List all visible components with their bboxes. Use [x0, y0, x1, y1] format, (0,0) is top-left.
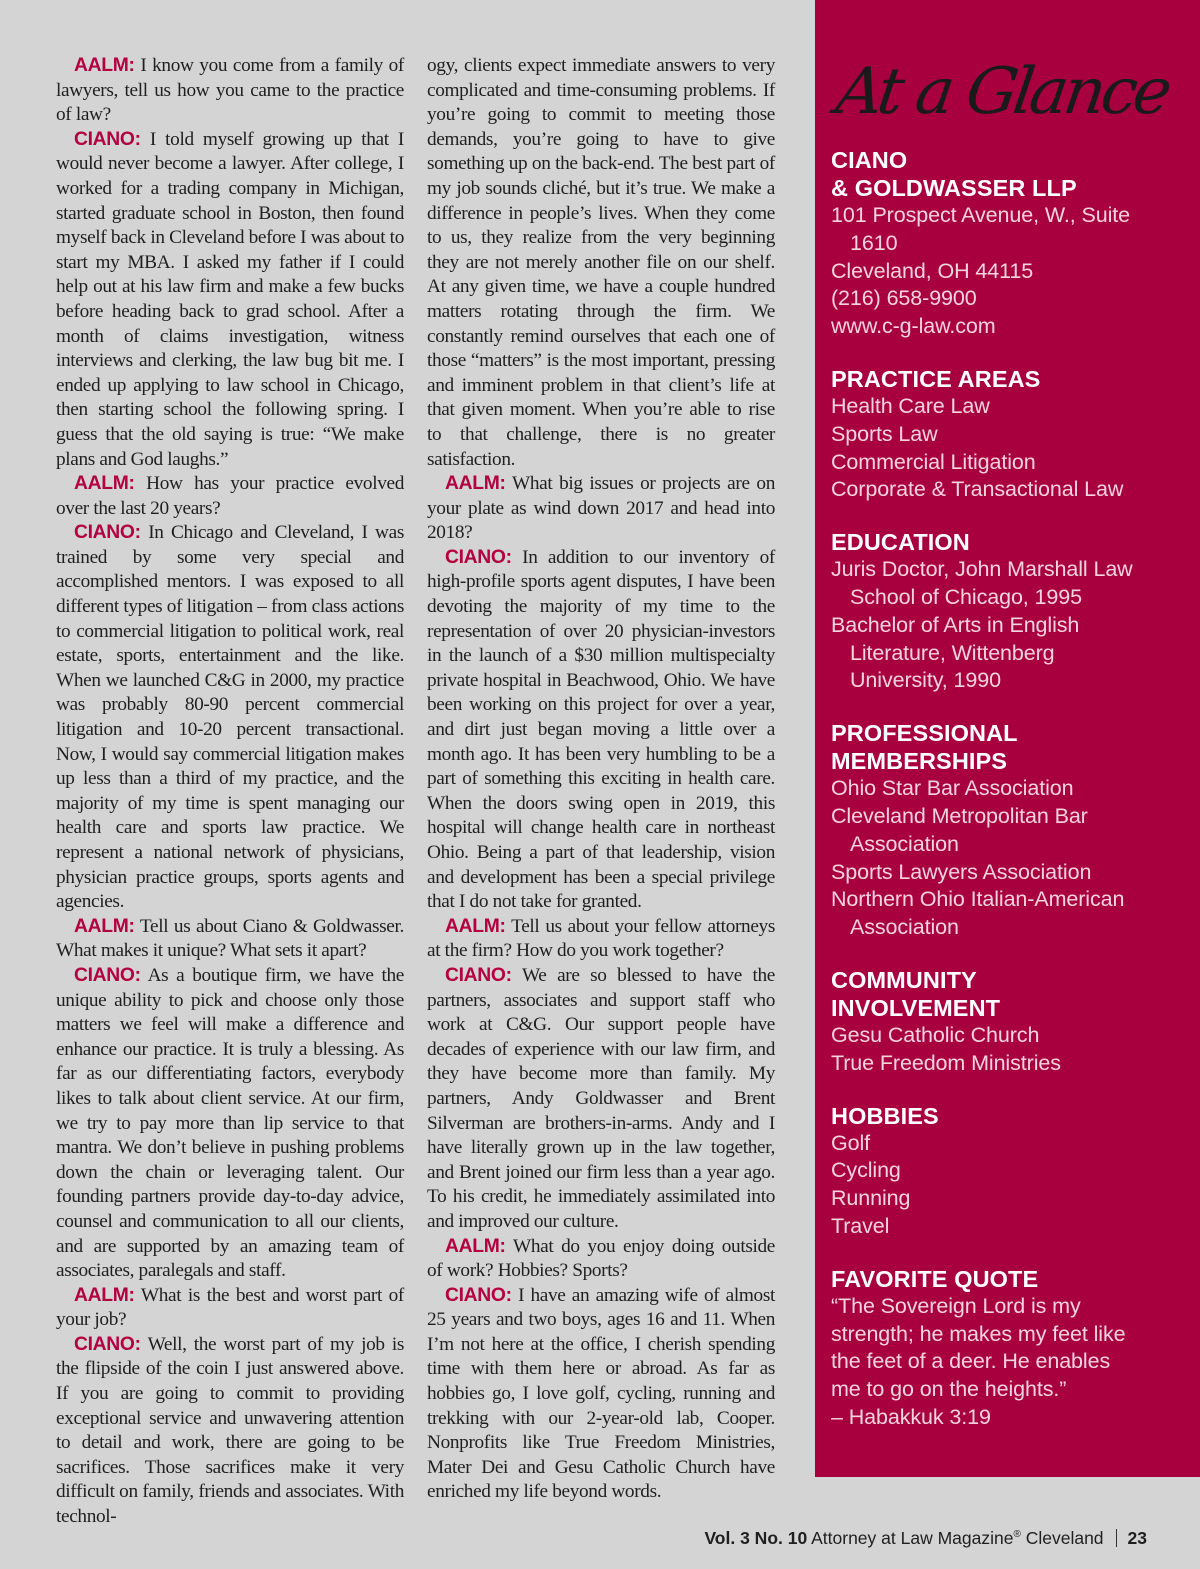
speaker-label: AALM:: [445, 915, 506, 937]
paragraph-text: How has your practice evolved over the last 20 years?: [56, 473, 404, 519]
paragraph-text: We are so blessed to have the partners, associates and support staff who work at C&G. Our support people have decades of experience with our law firm, and they have become more than family. My partners, Andy Goldwasser and Brent Silverman are brothers-in-arms. Andy and I have literally grown up in the law together, and Brent joined our firm less than a year ago. To his credit, he immediately assimilated into and improved our culture.: [427, 964, 775, 1232]
speaker-label: AALM:: [445, 473, 506, 495]
section-line: Travel: [831, 1213, 890, 1238]
section-heading: EDUCATION: [831, 529, 970, 556]
page-footer: [704, 1527, 1147, 1549]
interview-question: [427, 1235, 775, 1284]
sidebar-section: [831, 1265, 1191, 1432]
section-line: Cleveland Metropolitan Bar: [831, 803, 1088, 828]
section-line: www.c-g-law.com: [831, 314, 996, 339]
section-heading: PROFESSIONAL: [831, 720, 1018, 747]
interview-answer: [427, 964, 775, 1235]
sidebar-section: [831, 528, 1191, 695]
section-line: “The Sovereign Lord is my: [831, 1293, 1081, 1318]
paragraph-text: In addition to our inventory of high-profile sports agent disputes, I have been devoting the majority of my time to the representation of over 20 physician-investors in the launch of a $30 million multispecialty private hospital in Beachwood, Ohio. We have been working on this project for over a year, and dirt just began moving a little over a month ago. It has been very humbling to be a part of something this exciting in health care. When the doors swing open in 2019, this hospital will change health care in northeast Ohio. Being a part of that leadership, vision and development has been a special privilege that I do not take for granted.: [427, 546, 775, 913]
speaker-label: AALM:: [74, 55, 135, 76]
sidebar-section: [831, 1102, 1191, 1241]
section-heading: COMMUNITY: [831, 966, 977, 993]
sidebar-section: [831, 719, 1191, 942]
section-line: Juris Doctor, John Marshall Law: [831, 557, 1133, 582]
section-line: Northern Ohio Italian-American: [831, 887, 1125, 912]
interview-answer: [427, 1284, 775, 1505]
section-line: Literature, Wittenberg: [850, 640, 1055, 665]
speaker-label: AALM:: [74, 915, 135, 937]
paragraph-text: I know you come from a family of lawyers, tell us how you came to the practice of law?: [56, 55, 404, 126]
section-line: Sports Law: [831, 421, 938, 446]
sidebar-section: [831, 966, 1191, 1078]
section-line: Running: [831, 1186, 911, 1211]
footer-issue: Vol. 3 No. 10: [704, 1528, 808, 1548]
section-line: me to go on the heights.”: [831, 1377, 1067, 1402]
interview-question: [56, 915, 404, 964]
section-heading: INVOLVEMENT: [831, 994, 1001, 1021]
interview-question: [56, 1284, 404, 1333]
paragraph-text: Tell us about Ciano & Goldwasser. What makes it unique? What sets it apart?: [56, 915, 404, 962]
footer-registered-mark: ®: [1013, 1529, 1021, 1541]
section-heading: FAVORITE QUOTE: [831, 1265, 1039, 1292]
sidebar-title: At a Glance: [831, 55, 1173, 129]
paragraph-continuation: [427, 54, 775, 472]
section-line: Commercial Litigation: [831, 449, 1036, 474]
section-line: School of Chicago, 1995: [850, 584, 1082, 609]
speaker-label: CIANO:: [74, 1333, 141, 1355]
interview-answer: [56, 1333, 404, 1530]
paragraph-text: ogy, clients expect immediate answers to very complicated and time-consuming problems. If you’re going to commit to meeting those demands, you’re going to have to give something up on the back-end. The best part of my job sounds cliché, but it’s true. We make a difference in people’s lives. When they come to us, they realize from the very beginning they are not merely another file on our shelf. At any given time, we have a couple hundred matters rotating through the firm. We constantly remind ourselves that each one of those “matters” is the most important, pressing and imminent problem in that client’s life at that given moment. When you’re able to rise to that challenge, there is no greater satisfaction.: [427, 55, 775, 470]
section-line: 1610: [850, 230, 898, 255]
paragraph-text: Well, the worst part of my job is the flipside of the coin I just answered above. If you are going to commit to providing exceptional service and unwavering attention to detail and work, there are going to be sacrifices. Those sacrifices make it very difficult on family, friends and associates. With technol-: [56, 1333, 404, 1528]
interview-answer: [56, 521, 404, 915]
sidebar-section: [831, 365, 1191, 504]
section-line: Ohio Star Bar Association: [831, 776, 1074, 801]
paragraph-text: As a boutique firm, we have the unique ability to pick and choose only those matters we feel will make a difference and enhance our practice. It is truly a blessing. As far as our differentiating factors, everybody likes to talk about client service. At our firm, we try to pay more than lip service to that mantra. We don’t believe in pushing problems down the chain or leveraging talent. Our founding partners provide day-to-day advice, counsel and communication to all our clients, and are supported by an amazing team of associates, paralegals and staff.: [56, 964, 404, 1282]
at-a-glance-sidebar: [815, 0, 1200, 1477]
section-line: 101 Prospect Avenue, W., Suite: [831, 203, 1130, 227]
section-line: Cleveland, OH 44115: [831, 258, 1034, 283]
interview-question: [427, 472, 775, 546]
interview-question: [427, 915, 775, 964]
speaker-label: CIANO:: [74, 964, 141, 986]
interview-question: [56, 472, 404, 521]
speaker-label: CIANO:: [445, 1284, 512, 1306]
section-line: Gesu Catholic Church: [831, 1022, 1040, 1047]
paragraph-text: What do you enjoy doing outside of work? Hobbies? Sports?: [427, 1235, 775, 1282]
page-number: 23: [1127, 1528, 1147, 1548]
section-line: the feet of a deer. He enables: [831, 1349, 1111, 1374]
section-line: (216) 658-9900: [831, 286, 977, 311]
section-heading: PRACTICE AREAS: [831, 365, 1041, 392]
speaker-label: CIANO:: [445, 546, 512, 568]
section-line: True Freedom Ministries: [831, 1050, 1061, 1075]
paragraph-text: Tell us about your fellow attorneys at the firm? How do you work together?: [427, 915, 775, 962]
section-line: Association: [850, 831, 959, 856]
interview-answer: [56, 964, 404, 1284]
article-column-right: [427, 54, 775, 1505]
speaker-label: AALM:: [74, 473, 135, 495]
section-line: Association: [850, 915, 959, 940]
footer-magazine: Attorney at Law Magazine: [811, 1528, 1014, 1548]
section-heading: CIANO: [831, 147, 908, 173]
section-line: Sports Lawyers Association: [831, 859, 1092, 884]
section-line: Health Care Law: [831, 393, 990, 418]
speaker-label: AALM:: [445, 1235, 506, 1257]
paragraph-text: What is the best and worst part of your job?: [56, 1284, 404, 1331]
paragraph-text: In Chicago and Cleveland, I was trained by some very special and accomplished mentors. I was exposed to all different types of litigation – from class actions to commercial litigation to political work, real estate, sports, entertainment and the like. When we launched C&G in 2000, my practice was probably 80-90 percent commercial litigation and 10-20 percent transactional. Now, I would say commercial litigation makes up less than a third of my practice, and the majority of my time is spent managing our health care and sports law practice. We represent a national network of physicians, physician practice groups, sports agents and agencies.: [56, 522, 404, 913]
section-line: Bachelor of Arts in English: [831, 612, 1080, 637]
interview-answer: [56, 128, 404, 472]
speaker-label: AALM:: [74, 1284, 135, 1306]
sidebar-sections: [831, 146, 1191, 1456]
section-line: Golf: [831, 1130, 871, 1155]
paragraph-text: I told myself growing up that I would never become a lawyer. After college, I worked for a trading company in Michigan, started graduate school in Boston, then found myself back in Cleveland before I was about to start my MBA. I asked my father if I could help out at his law firm and make a few bucks before heading back to grad school. After a month of claims investigation, witness interviews and clerking, the law bug bit me. I ended up applying to law school in Chicago, then starting school the following spring. I guess that the old saying is true: “We make plans and God laughs.”: [56, 128, 404, 470]
interview-question: [56, 54, 404, 128]
article-column-left: [56, 54, 404, 1530]
section-heading: & GOLDWASSER LLP: [831, 175, 1077, 201]
section-line: Cycling: [831, 1158, 901, 1183]
speaker-label: CIANO:: [74, 522, 141, 544]
section-heading: HOBBIES: [831, 1102, 939, 1129]
footer-city: Cleveland: [1025, 1528, 1104, 1548]
section-heading: MEMBERSHIPS: [831, 748, 1008, 775]
section-line: Corporate & Transactional Law: [831, 477, 1124, 502]
sidebar-section: [831, 146, 1191, 341]
interview-answer: [427, 546, 775, 915]
paragraph-text: What big issues or projects are on your plate as wind down 2017 and head into 2018?: [427, 473, 775, 544]
section-line: – Habakkuk 3:19: [831, 1404, 991, 1429]
paragraph-text: I have an amazing wife of almost 25 years and two boys, ages 16 and 11. When I’m not here at the office, I cherish spending time with them here or abroad. As far as hobbies go, I love golf, cycling, running and trekking with our 2-year-old lab, Cooper. Nonprofits like True Freedom Ministries, Mater Dei and Gesu Catholic Church have enriched my life beyond words.: [427, 1284, 775, 1503]
speaker-label: CIANO:: [74, 128, 141, 150]
speaker-label: CIANO:: [445, 964, 512, 986]
section-line: University, 1990: [850, 668, 1001, 693]
section-line: strength; he makes my feet like: [831, 1321, 1126, 1346]
footer-divider: [1116, 1529, 1117, 1547]
